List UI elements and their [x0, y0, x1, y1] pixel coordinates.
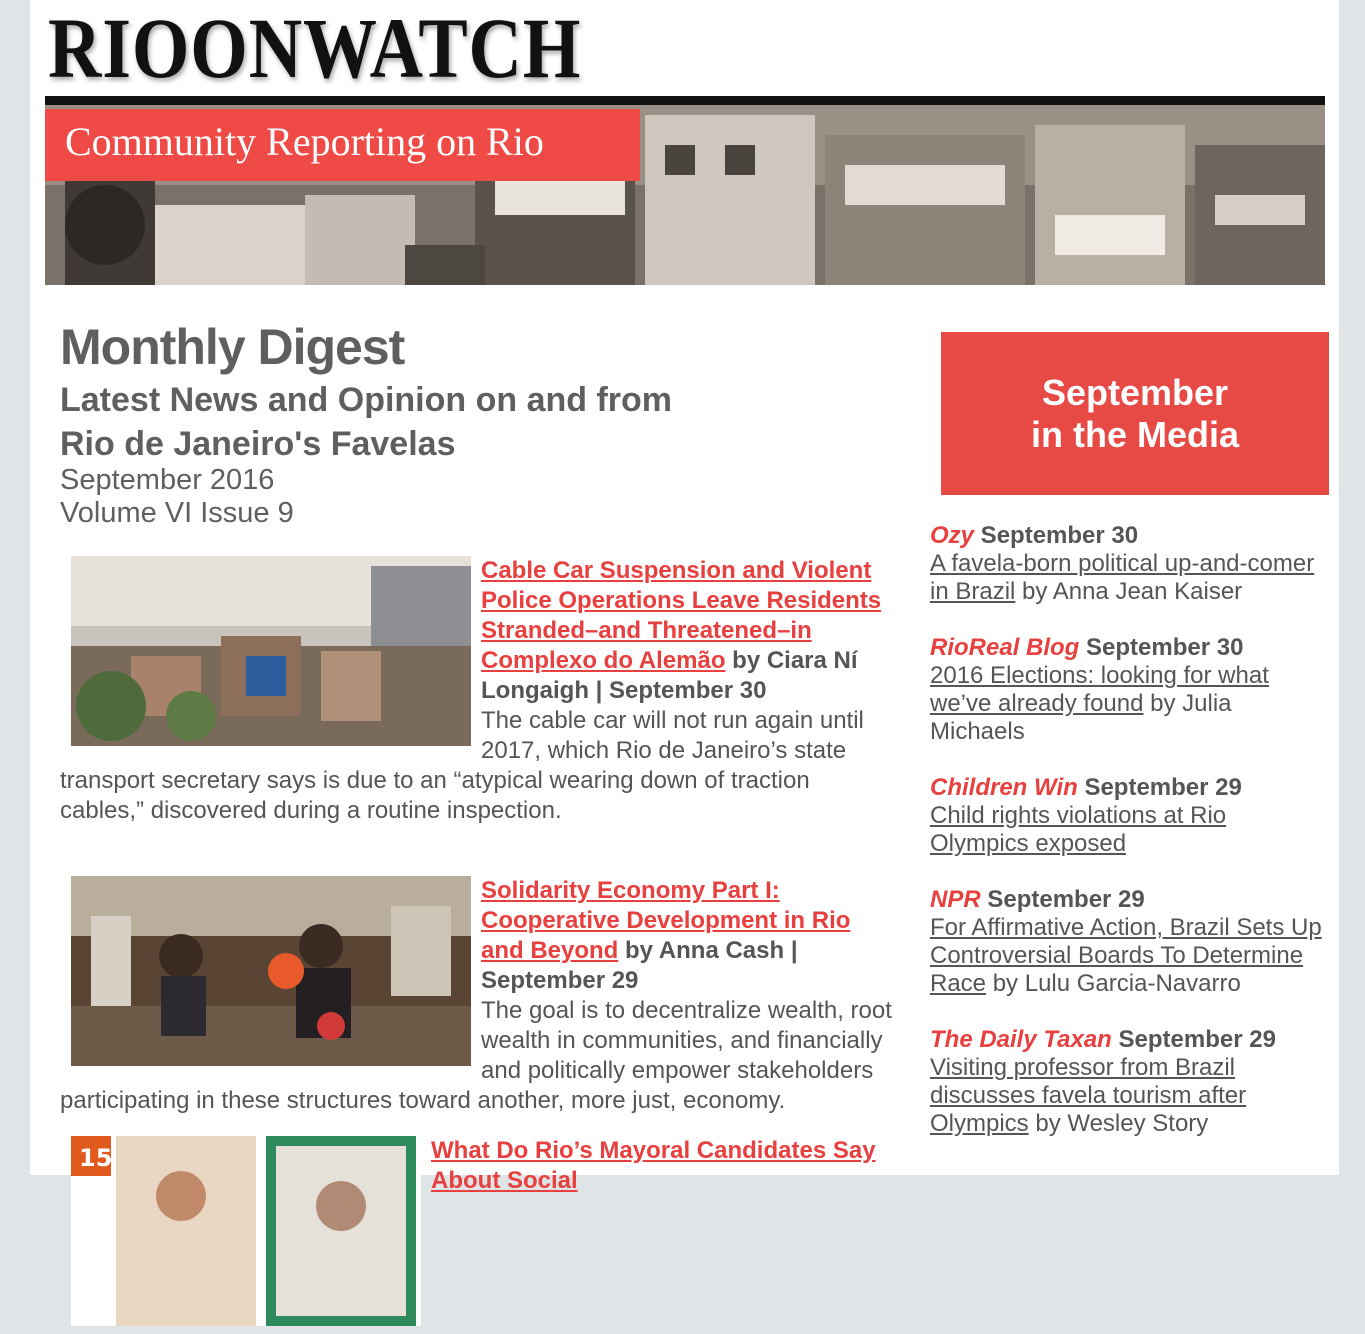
media-outlet: NPR: [930, 886, 981, 913]
media-item: [930, 634, 1330, 746]
media-outlet: RioReal Blog: [930, 634, 1080, 661]
media-author: by Lulu Garcia-Navarro: [986, 970, 1241, 997]
digest-title: Monthly Digest: [60, 319, 405, 375]
article-thumbnail[interactable]: [71, 876, 471, 1066]
media-date: September 29: [1077, 774, 1242, 801]
media-heading-line2: in the Media: [1030, 413, 1240, 455]
media-link[interactable]: 2016 Elections: looking for what we’ve already found: [930, 662, 1269, 717]
media-outlet: Ozy: [930, 522, 975, 549]
header-banner: [45, 96, 1325, 284]
media-item: [930, 1026, 1330, 1138]
media-author: by Wesley Story: [1028, 1110, 1209, 1137]
media-heading-line1: September: [1041, 371, 1229, 413]
media-item: [930, 774, 1330, 858]
article-title-link[interactable]: Solidarity Economy Part I: Cooperative Development in Rio and Beyond: [481, 877, 851, 964]
article-thumbnail[interactable]: [71, 556, 471, 746]
media-outlet: Children Win: [930, 774, 1078, 801]
media-date: September 29: [1111, 1026, 1276, 1053]
media-outlet: The Daily Taxan: [930, 1026, 1112, 1053]
media-author: by Julia Michaels: [930, 690, 1232, 745]
article-item: [60, 876, 895, 1116]
article-byline: by Anna Cash | September 29: [481, 937, 798, 994]
media-list: [930, 522, 1330, 1166]
media-date: September 29: [980, 886, 1145, 913]
media-section-heading: [941, 332, 1329, 495]
article-excerpt: The goal is to decentralize wealth, root wealth in communities, and financially and politically empower stakeholders participating in these structures toward another, more just, economy.: [60, 997, 892, 1114]
article-title-link[interactable]: Cable Car Suspension and Violent Police Operations Leave Residents Stranded–and Threatened–in Complexo do Alemão: [481, 557, 882, 674]
media-link[interactable]: Visiting professor from Brazil discusses favela tourism after Olympics: [930, 1054, 1247, 1137]
media-link[interactable]: Child rights violations at Rio Olympics exposed: [930, 802, 1227, 857]
tagline-banner: Community Reporting on Rio: [45, 109, 640, 181]
media-date: September 30: [1079, 634, 1244, 661]
thumb-badge: 15: [79, 1144, 113, 1172]
media-item: [930, 522, 1330, 606]
article-title-link[interactable]: What Do Rio’s Mayoral Candidates Say About Social: [431, 1137, 876, 1194]
digest-subtitle: Latest News and Opinion on and from Rio de Janeiro's Favelas: [60, 381, 673, 463]
article-item: [60, 1136, 895, 1330]
article-excerpt: The cable car will not run again until 2017, which Rio de Janeiro’s state transport secretary says is due to an “atypical wearing down of traction cables,” discovered during a routine inspection.: [60, 707, 864, 824]
newsletter-page: [30, 0, 1339, 1194]
media-date: September 30: [974, 522, 1139, 549]
article-thumbnail[interactable]: [71, 1136, 421, 1326]
media-link[interactable]: For Affirmative Action, Brazil Sets Up Controversial Boards To Determine Race: [930, 914, 1322, 997]
media-item: [930, 886, 1330, 998]
media-link[interactable]: A favela-born political up-and-comer in Brazil: [930, 550, 1315, 605]
article-item: [60, 556, 895, 826]
issue-volume: Volume VI Issue 9: [60, 497, 294, 529]
article-byline: by Ciara Ní Longaigh | September 30: [481, 647, 858, 704]
issue-date: September 2016: [60, 464, 275, 496]
site-logo[interactable]: RIOONWATCH: [48, 0, 582, 96]
media-author: by Anna Jean Kaiser: [1015, 578, 1243, 605]
